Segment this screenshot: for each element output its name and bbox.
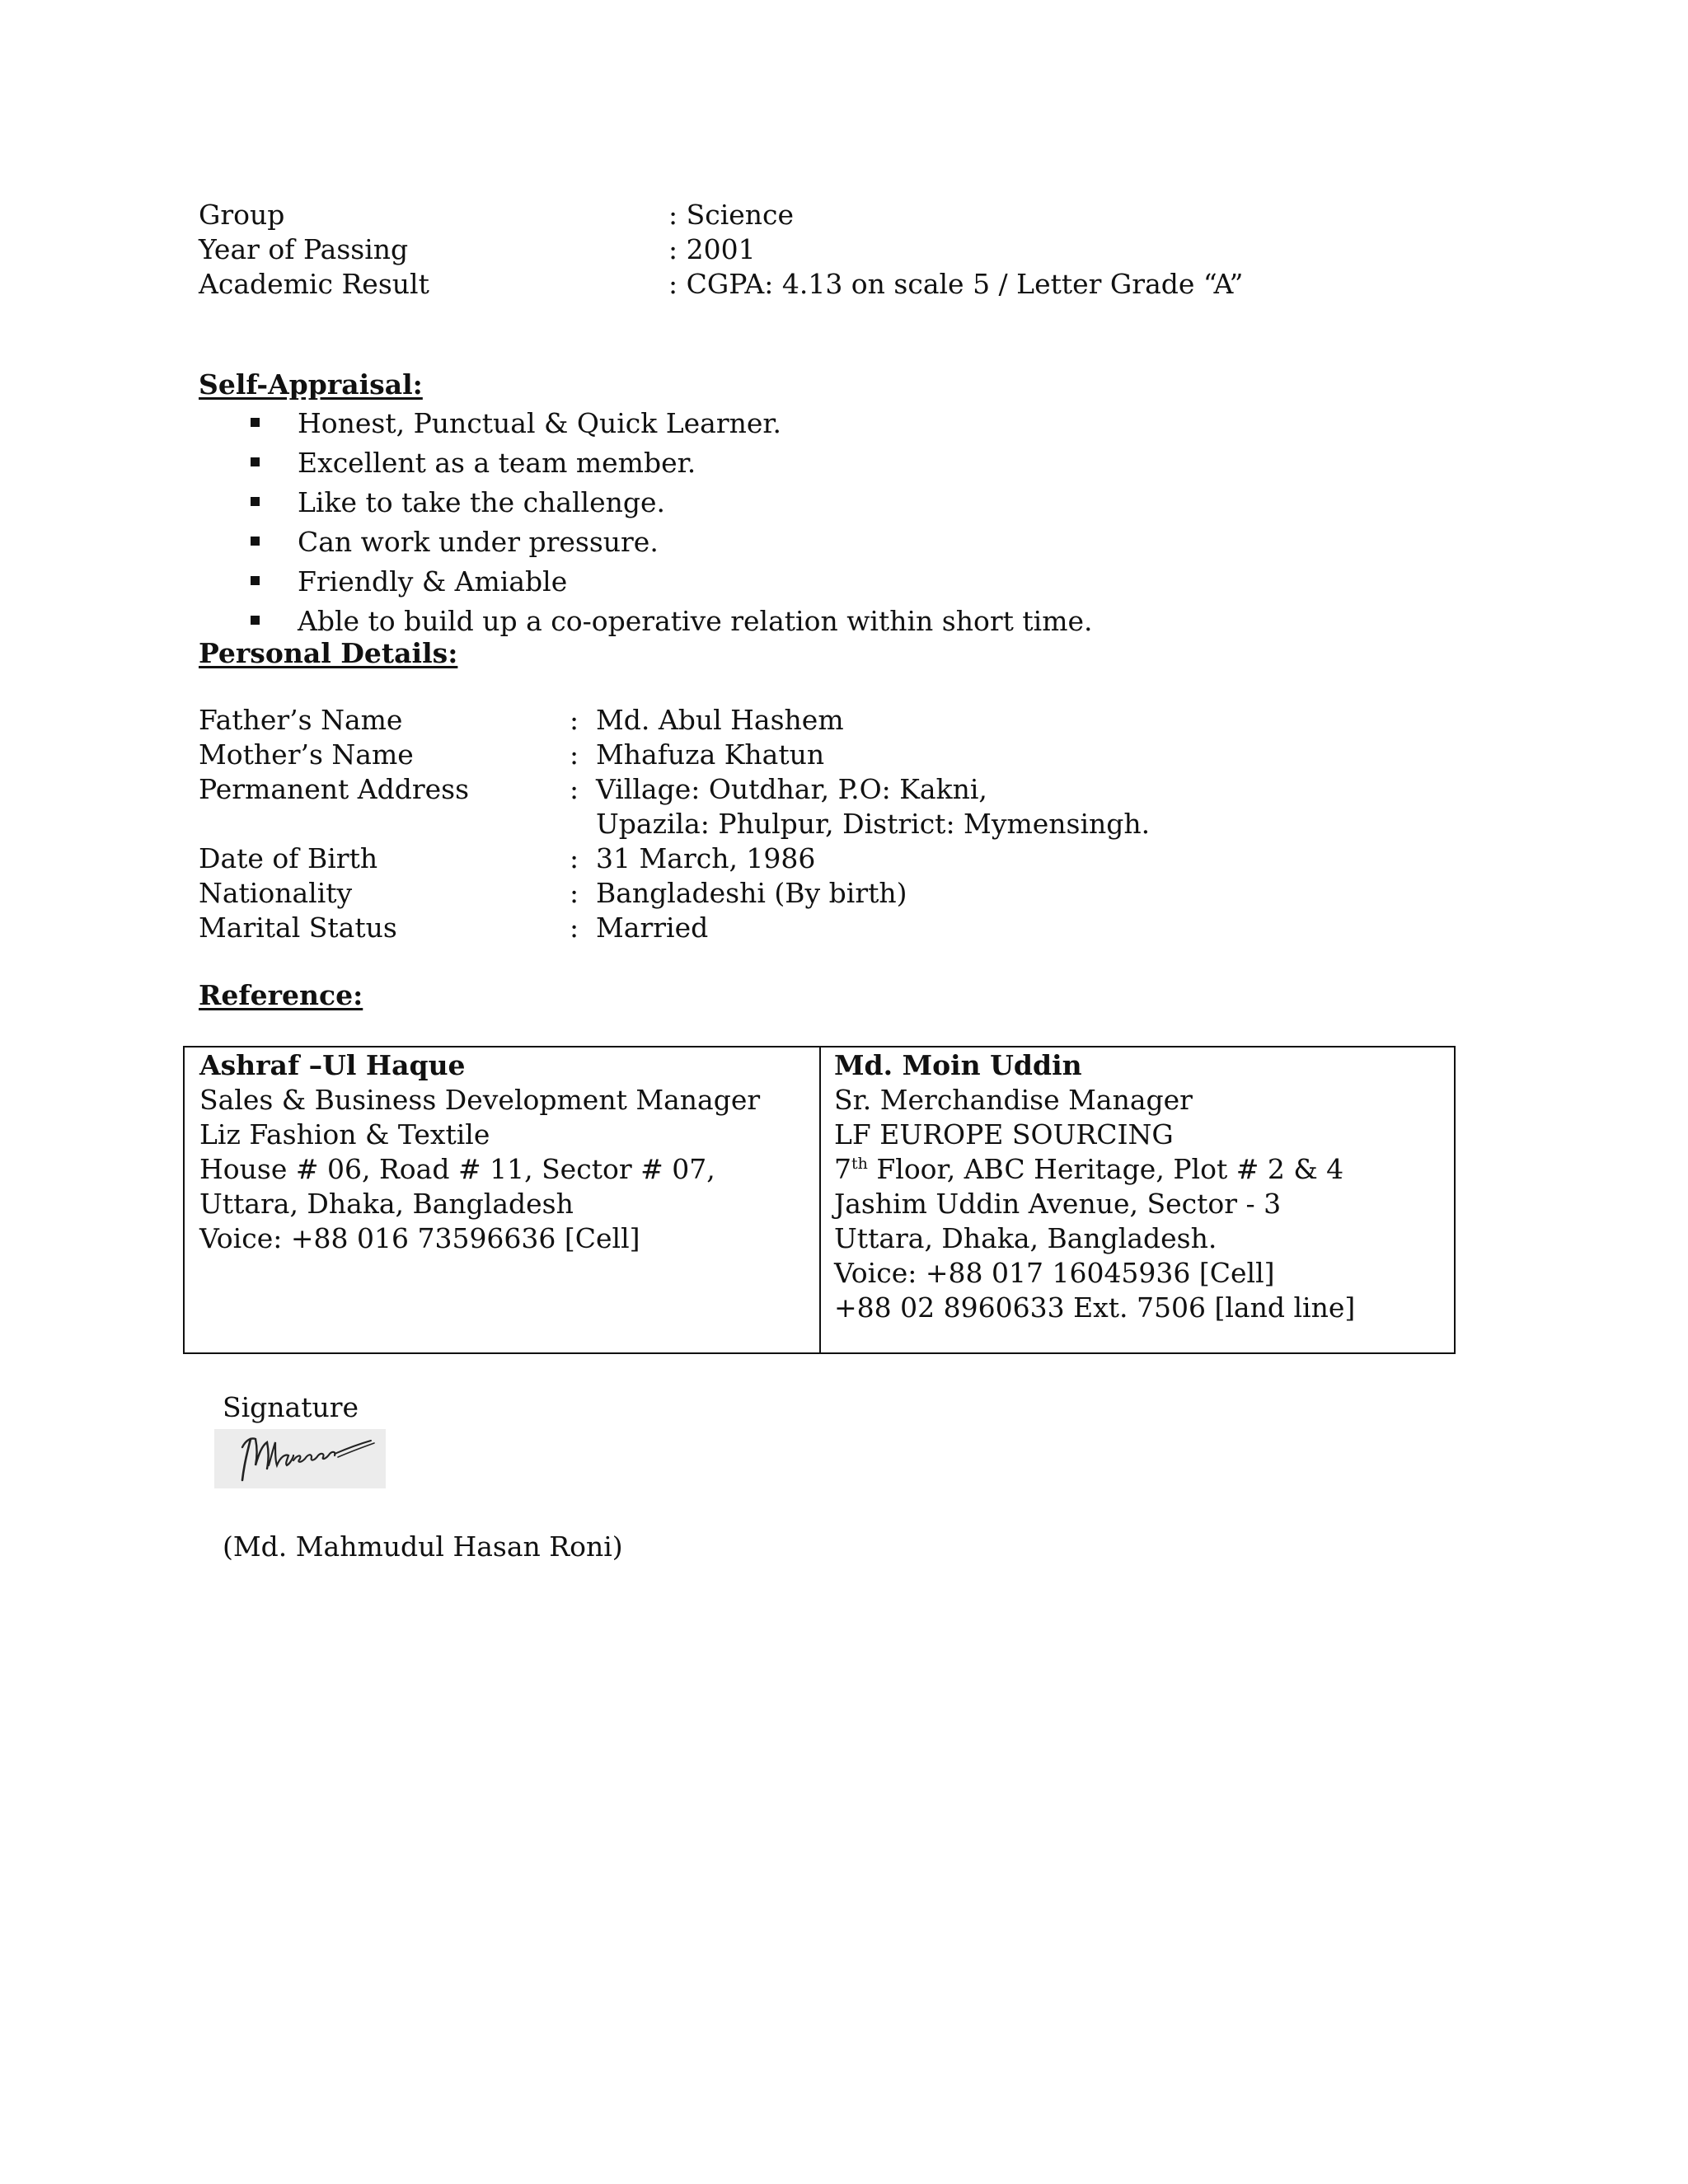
self-appraisal-item: Able to build up a co-operative relation within short time. — [298, 605, 1093, 637]
reference-left-title: Sales & Business Development Manager — [199, 1084, 761, 1116]
education-label-result: Academic Result — [199, 268, 429, 300]
self-appraisal-item: Honest, Punctual & Quick Learner. — [298, 407, 782, 439]
personal-value-address-line2: Upazila: Phulpur, District: Mymensingh. — [596, 808, 1151, 840]
bullet-icon — [251, 418, 260, 427]
reference-left-voice: Voice: +88 016 73596636 [Cell] — [199, 1222, 640, 1254]
personal-label-father: Father’s Name — [199, 704, 403, 736]
personal-colon: : — [570, 912, 579, 944]
education-value-result: : CGPA: 4.13 on scale 5 / Letter Grade “A” — [668, 268, 1244, 300]
reference-right-landline: +88 02 8960633 Ext. 7506 [land line] — [834, 1291, 1356, 1324]
personal-colon: : — [570, 877, 579, 909]
education-value-group: : Science — [668, 199, 795, 231]
personal-colon: : — [570, 842, 579, 874]
self-appraisal-item: Can work under pressure. — [298, 526, 659, 558]
reference-right-company: LF EUROPE SOURCING — [834, 1118, 1174, 1151]
handwritten-signature — [214, 1429, 386, 1488]
reference-right-address2: Jashim Uddin Avenue, Sector - 3 — [834, 1188, 1282, 1220]
reference-right-floor-rest: Floor, ABC Heritage, Plot # 2 & 4 — [867, 1153, 1344, 1185]
signature-name: (Md. Mahmudul Hasan Roni) — [223, 1530, 623, 1563]
bullet-icon — [251, 576, 260, 585]
personal-label-address: Permanent Address — [199, 773, 470, 805]
reference-right-floor-number: 7 — [834, 1153, 851, 1185]
reference-right-floor-suffix: th — [851, 1155, 868, 1173]
reference-right-address3: Uttara, Dhaka, Bangladesh. — [834, 1222, 1217, 1254]
self-appraisal-item: Like to take the challenge. — [298, 486, 666, 518]
personal-label-mother: Mother’s Name — [199, 738, 414, 771]
personal-colon: : — [570, 773, 579, 805]
education-label-year: Year of Passing — [199, 233, 409, 265]
self-appraisal-item: Excellent as a team member. — [298, 447, 696, 479]
personal-details-heading: Personal Details: — [199, 637, 458, 669]
personal-colon: : — [570, 738, 579, 771]
reference-right-title: Sr. Merchandise Manager — [834, 1084, 1193, 1116]
reference-left-address1: House # 06, Road # 11, Sector # 07, — [199, 1153, 715, 1185]
reference-left-company: Liz Fashion & Textile — [199, 1118, 490, 1151]
reference-left-name: Ashraf –Ul Haque — [199, 1049, 466, 1081]
personal-value-father: Md. Abul Hashem — [596, 704, 844, 736]
bullet-icon — [251, 537, 260, 546]
reference-table-divider — [819, 1047, 821, 1352]
education-value-year: : 2001 — [668, 233, 756, 265]
reference-left-address2: Uttara, Dhaka, Bangladesh — [199, 1188, 574, 1220]
bullet-icon — [251, 616, 260, 625]
personal-value-marital: Married — [596, 912, 709, 944]
signature-image — [214, 1429, 386, 1488]
reference-right-name: Md. Moin Uddin — [834, 1049, 1082, 1081]
signature-label: Signature — [223, 1391, 359, 1423]
personal-value-mother: Mhafuza Khatun — [596, 738, 825, 771]
reference-right-address1 — [834, 1152, 1343, 1187]
personal-colon: : — [570, 704, 579, 736]
personal-value-address-line1: Village: Outdhar, P.O: Kakni, — [596, 773, 987, 805]
bullet-icon — [251, 457, 260, 466]
self-appraisal-heading: Self-Appraisal: — [199, 368, 423, 401]
education-label-group: Group — [199, 199, 285, 231]
personal-label-nationality: Nationality — [199, 877, 353, 909]
self-appraisal-item: Friendly & Amiable — [298, 565, 568, 598]
bullet-icon — [251, 497, 260, 506]
reference-right-voice: Voice: +88 017 16045936 [Cell] — [834, 1257, 1275, 1289]
reference-table — [183, 1046, 1456, 1354]
personal-label-marital: Marital Status — [199, 912, 397, 944]
personal-label-dob: Date of Birth — [199, 842, 378, 874]
personal-value-dob: 31 March, 1986 — [596, 842, 816, 874]
personal-value-nationality: Bangladeshi (By birth) — [596, 877, 907, 909]
reference-heading: Reference: — [199, 979, 363, 1011]
